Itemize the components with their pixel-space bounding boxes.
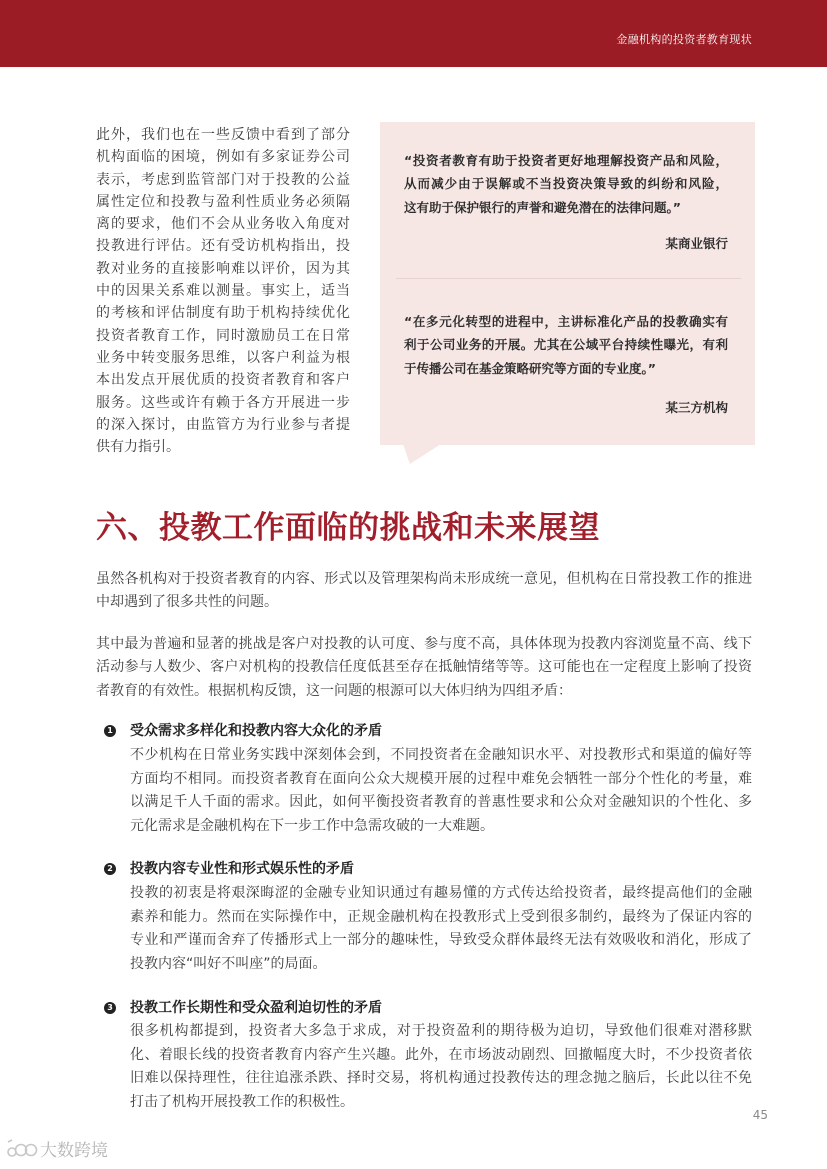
text-line: 机构面临的困境，例如有多家证券公司 [96,149,350,166]
text-line: 投教内容“叫好不叫座”的局面。 [130,955,327,972]
text-line: 元化需求是金融机构在下一步工作中急需攻破的一大难题。 [130,817,494,834]
text-line: 以满足千人千面的需求。因此，如何平衡投资者教育的普惠性要求和公众对金融知识的个性化、多 [130,794,752,811]
text-line: 属性定位和投教与盈利性质业务必须隔 [96,193,350,210]
text-line: 打击了机构开展投教工作的积极性。 [130,1093,354,1110]
text-line: 活动参与人数少、客户对机构的投教信任度低甚至存在抵触情绪等等。这可能也在一定程度上影响了投资 [96,659,752,676]
text-line: 业务中转变服务思维，以客户利益为根 [96,349,350,366]
text-line: 方面均不相同。而投资者教育在面向公众大规模开展的过程中难免会牺牲一部分个性化的考量，难 [130,770,752,787]
text-line: 中的因果关系难以测量。事实上，适当 [96,283,350,300]
page-number: 45 [752,1108,768,1122]
quote-line: “在多元化转型的进程中，主讲标准化产品的投教确实有 [404,314,728,329]
header-title: 金融机构的投资者教育现状 [616,33,752,46]
text-line: 此外，我们也在一些反馈中看到了部分 [96,127,350,143]
item-body [130,882,752,976]
numbered-bullet: 1 [104,725,116,737]
text-line: 供有力指引。 [96,439,180,456]
numbered-bullet: 3 [104,1002,116,1014]
text-line: 不少机构在日常业务实践中深刻体会到，不同投资者在金融知识水平、对投教形式和渠道的偏好等 [130,747,752,763]
section-heading: 六、投教工作面临的挑战和未来展望 [96,510,600,546]
text-line: 离的要求，他们不会从业务收入角度对 [96,216,350,233]
item-title: 投教内容专业性和形式娱乐性的矛盾 [130,861,354,877]
text-line: 化、着眼长线的投资者教育内容产生兴趣。此外，在市场波动剧烈、回撤幅度大时，不少投资者依 [130,1046,752,1063]
text-line: 投资者教育工作，同时激励员工在日常 [96,327,350,344]
numbered-bullet: 2 [104,863,116,875]
text-line: 的考核和评估制度有助于机构持续优化 [96,305,350,322]
text-line: 素养和能力。然而在实际操作中，正规金融机构在投教形式上受到很多制约，最终为了保证内容的 [130,908,752,925]
text-line: 服务。这些或许有赖于各方开展进一步 [96,394,350,411]
item-body [130,1020,752,1114]
quote-text-bank [404,149,728,219]
quote-line: 这有助于保护银行的声誉和避免潜在的法律问题。” [404,199,681,215]
quote-box [380,122,755,445]
quote-line: “投资者教育有助于投资者更好地理解投资产品和风险， [404,153,728,168]
text-line: 很多机构都提到，投资者大多急于求成，对于投资盈利的期待极为迫切，导致他们很难对潜移默 [130,1023,752,1039]
item-title: 投教工作长期性和受众盈利迫切性的矛盾 [130,1000,382,1016]
text-line: 旧难以保持理性，往往追涨杀跌、择时交易，将机构通过投教传达的理念抛之脑后，长此以往不免 [130,1070,752,1087]
text-line: 其中最为普遍和显著的挑战是客户对投教的认可度、参与度不高，具体体现为投教内容浏览量不高、线下 [96,636,752,652]
challenge-paragraph [96,633,752,703]
text-line: 投教的初衷是将艰深晦涩的金融专业知识通过有趣易懂的方式传达给投资者，最终提高他们的金融 [130,885,752,901]
quote-source-bank: 某商业银行 [665,236,728,251]
quote-text-third-party [404,310,728,380]
text-line: 者教育的有效性。根据机构反馈，这一问题的根源可以大体归纳为四组矛盾： [96,682,572,699]
quote-source-third-party: 某三方机构 [665,400,728,415]
quote-box-tail [403,444,441,464]
text-line: 教对业务的直接影响难以评价，因为其 [96,260,350,277]
watermark-logo-icon [6,1138,38,1162]
text-line: 表示，考虑到监管部门对于投教的公益 [96,171,350,188]
quote-line: 于传播公司在基金策略研究等方面的专业度。” [404,360,656,376]
quote-line: 利于公司业务的开展。尤其在公域平台持续性曝光，有利 [404,337,728,353]
text-line: 本出发点开展优质的投资者教育和客户 [96,372,350,389]
item-body [130,744,752,838]
quote-line: 从而减少由于误解或不当投资决策导致的纠纷和风险， [404,176,728,192]
text-line: 专业和严谨而舍弃了传播形式上一部分的趣味性，导致受众群体最终无法有效吸收和消化，形成了 [130,932,752,949]
intro-paragraph [96,568,752,615]
left-column-paragraph [96,124,350,458]
watermark-text: 大数跨境 [40,1141,108,1161]
quote-divider [396,278,741,279]
page-header [0,0,827,67]
text-line: 的深入探讨，由监管方为行业参与者提 [96,416,350,433]
text-line: 投教进行评估。还有受访机构指出，投 [96,238,350,255]
text-line: 虽然各机构对于投资者教育的内容、形式以及管理架构尚未形成统一意见，但机构在日常投教工作的推进 [96,571,752,587]
text-line: 中却遇到了很多共性的问题。 [96,594,278,611]
item-title: 受众需求多样化和投教内容大众化的矛盾 [130,723,382,739]
